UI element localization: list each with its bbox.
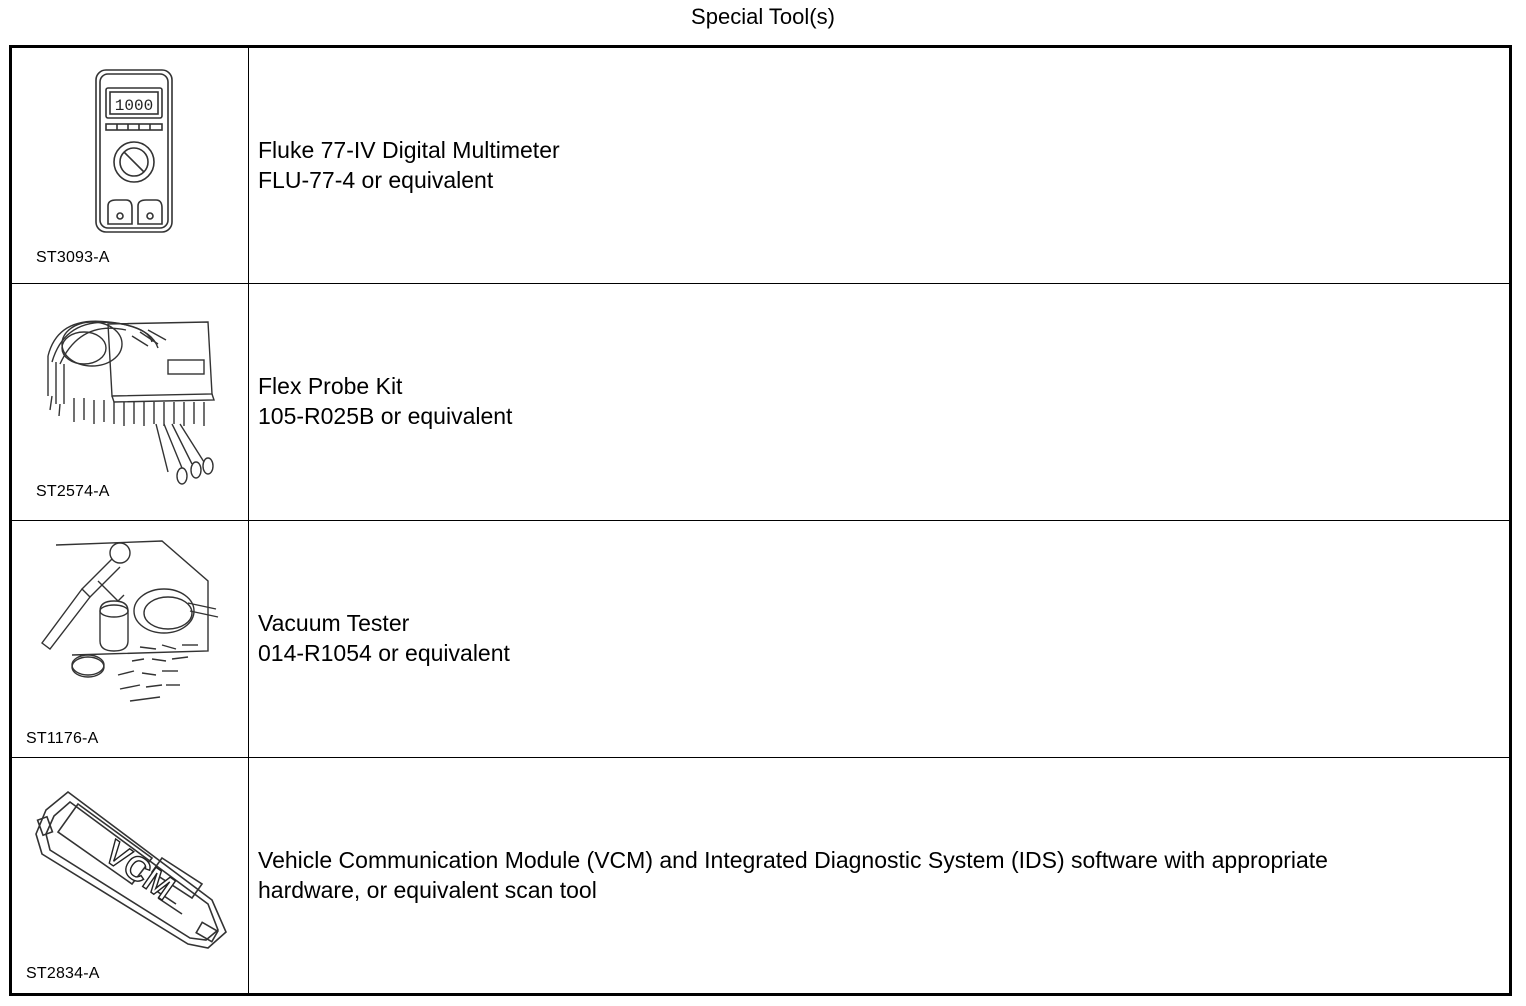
tool-description <box>258 284 1488 520</box>
tool-code: ST3093-A <box>36 249 110 266</box>
tool-image-cell <box>12 284 248 520</box>
tool-part-number: 014-R1054 or equivalent <box>258 640 510 666</box>
tool-image-cell <box>12 521 248 757</box>
table-row <box>12 758 1509 993</box>
tool-code: ST2834-A <box>26 965 100 982</box>
tool-description <box>258 48 1488 283</box>
tool-name: Fluke 77-IV Digital Multimeter <box>258 136 560 163</box>
multimeter-display: 1000 <box>114 97 154 115</box>
table-row <box>12 521 1509 757</box>
column-divider <box>248 48 249 993</box>
tool-code: ST1176-A <box>26 730 99 747</box>
tool-image-cell <box>12 48 248 283</box>
tool-description <box>258 521 1488 757</box>
vcm-label: VCM <box>97 833 182 908</box>
tool-name: Vacuum Tester <box>258 610 410 636</box>
vcm-module-icon <box>12 758 248 993</box>
tool-image-cell <box>12 758 248 993</box>
vacuum-tester-icon <box>12 521 248 757</box>
tool-name: Flex Probe Kit <box>258 373 403 399</box>
page-title: Special Tool(s) <box>691 4 835 29</box>
tool-name: Vehicle Communication Module (VCM) and Integrated Diagnostic System (IDS) software with appropriate <box>258 846 1328 873</box>
tool-part-number: FLU-77-4 or equivalent <box>258 166 494 193</box>
table-row <box>12 48 1509 283</box>
multimeter-icon <box>12 48 248 283</box>
tool-part-number: 105-R025B or equivalent <box>258 403 513 429</box>
special-tools-table <box>9 45 1512 996</box>
tool-part-number: hardware, or equivalent scan tool <box>258 876 597 903</box>
table-row <box>12 284 1509 520</box>
tool-code: ST2574-A <box>36 483 110 500</box>
tool-description <box>258 758 1488 993</box>
